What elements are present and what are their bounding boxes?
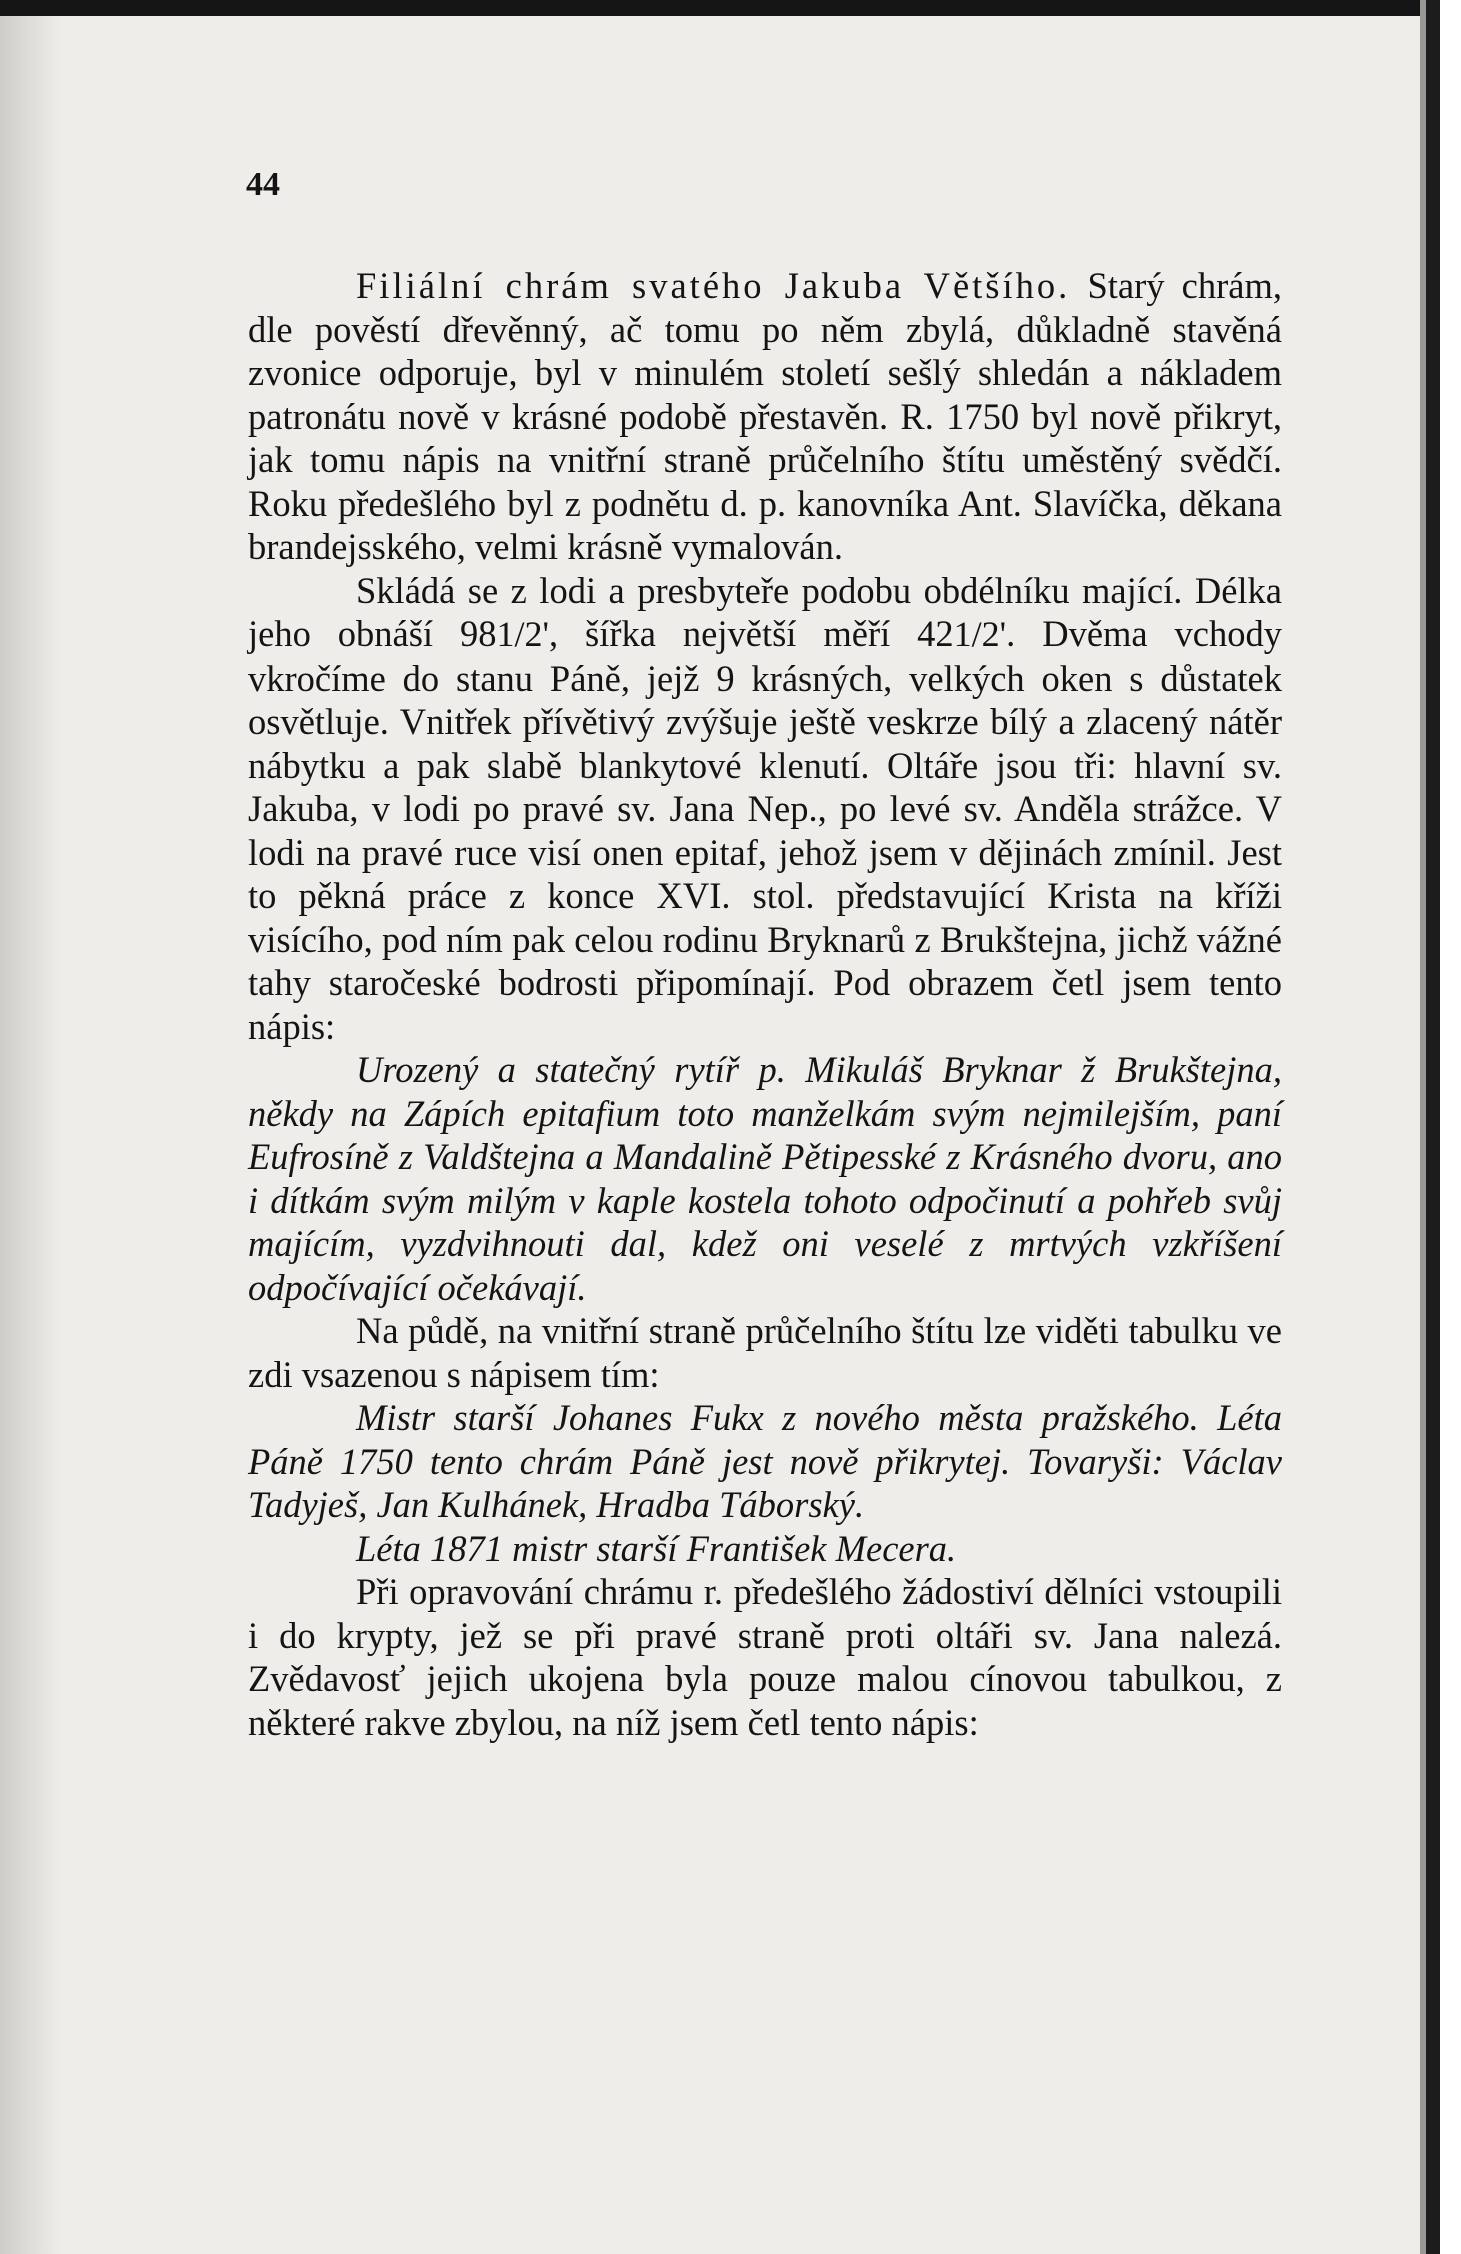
scan-right-border (1426, 0, 1440, 2254)
paragraph-text: . Dvěma vchody vkročíme do stanu Páně, jejž 9 krásných, velkých oken s důstatek osvětluje. Vnitřek přívětivý zvýšuje ještě veskrze bílý a zlacený nátěr nábytku a pak slabě blankytové klenutí. Oltáře jsou tři: hlavní sv. Jakuba, v lodi po pravé sv. Jana Nep., po levé sv. Anděla strážce. V lodi na pravé ruce visí onen epitaf, jehož jsem v dějinách zmínil. Jest to pěkná práce z konce XVI. stol. představující Krista na kříži visícího, pod ním pak celou rodinu Bryknarů z Brukštejna, jichž vážné tahy staročeské bodrosti připomínají. Pod obrazem četl jsem tento nápis: (248, 613, 1282, 1047)
page-left-shadow (0, 0, 60, 2254)
paragraph-church-intro (248, 264, 1282, 569)
paragraph-crypt: Při opravování chrámu r. předešlého žádostiví dělníci vstoupili i do krypty, jež se při pravé straně proti oltáři sv. Jana nalezá. Zvědavosť jejich ukojena byla pouze malou cínovou tabulkou, z některé rakve zbylou, na níž jsem četl tento nápis: (248, 1571, 1282, 1743)
fraction-width: 1/2' (953, 614, 1007, 654)
paragraph-text: Skládá se z lodi a presbyteře podobu obdélníku mající. Délka jeho obnáší 98 (248, 569, 1282, 654)
body-text (248, 264, 1282, 1744)
scan-top-border (0, 0, 1440, 16)
fraction-length: 1/2' (496, 614, 549, 654)
paragraph-dimensions (248, 569, 1282, 1049)
tablet-inscription: Mistr starší Johanes Fukx z nového města pražského. Léta Páně 1750 tento chrám Páně jest nově přikrytej. Tovaryši: Václav Tadyješ, Jan Kulhánek, Hradba Táborský. (248, 1397, 1282, 1525)
page-number: 44 (246, 166, 280, 203)
tablet-inscription-1871: Léta 1871 mistr starší František Mecera. (356, 1527, 957, 1569)
paragraph-attic-tablet: Na půdě, na vnitřní straně průčelního štítu lze viděti tabulku ve zdi vsazenou s nápisem tím: (248, 1310, 1282, 1395)
paragraph-text: Starý chrám, dle pověstí dřevěnný, ač tomu po něm zbylá, důkladně stavěná zvonice odporuje, byl v minulém století sešlý shledán a nákladem patronátu nově v krásné podobě přestavěn. R. 1750 byl nově přikryt, jak tomu nápis na vnitřní straně průčelního štítu uměstěný svědčí. Roku předešlého byl z podnětu d. p. kanovníka Ant. Slavíčka, děkana brandejsského, velmi krásně vymalován. (248, 265, 1283, 567)
paragraph-text: , šířka největší měří 42 (548, 613, 954, 654)
epitaph-inscription: Urozený a statečný rytíř p. Mikuláš Bryknar ž Brukštejna, někdy na Zápích epitafium toto manželkám svým nejmilejším, paní Eufrosíně z Valdštejna a Mandalině Pětipesské z Krásného dvoru, ano i dítkám svým milým v kaple kostela tohoto odpočinutí a pohřeb svůj majícím, vyzdvihnouti dal, kdež oni veselé z mrtvých vzkříšení odpočívající očekávají. (248, 1049, 1282, 1308)
section-heading: Filiální chrám svatého Jakuba Většího. (356, 265, 1071, 306)
